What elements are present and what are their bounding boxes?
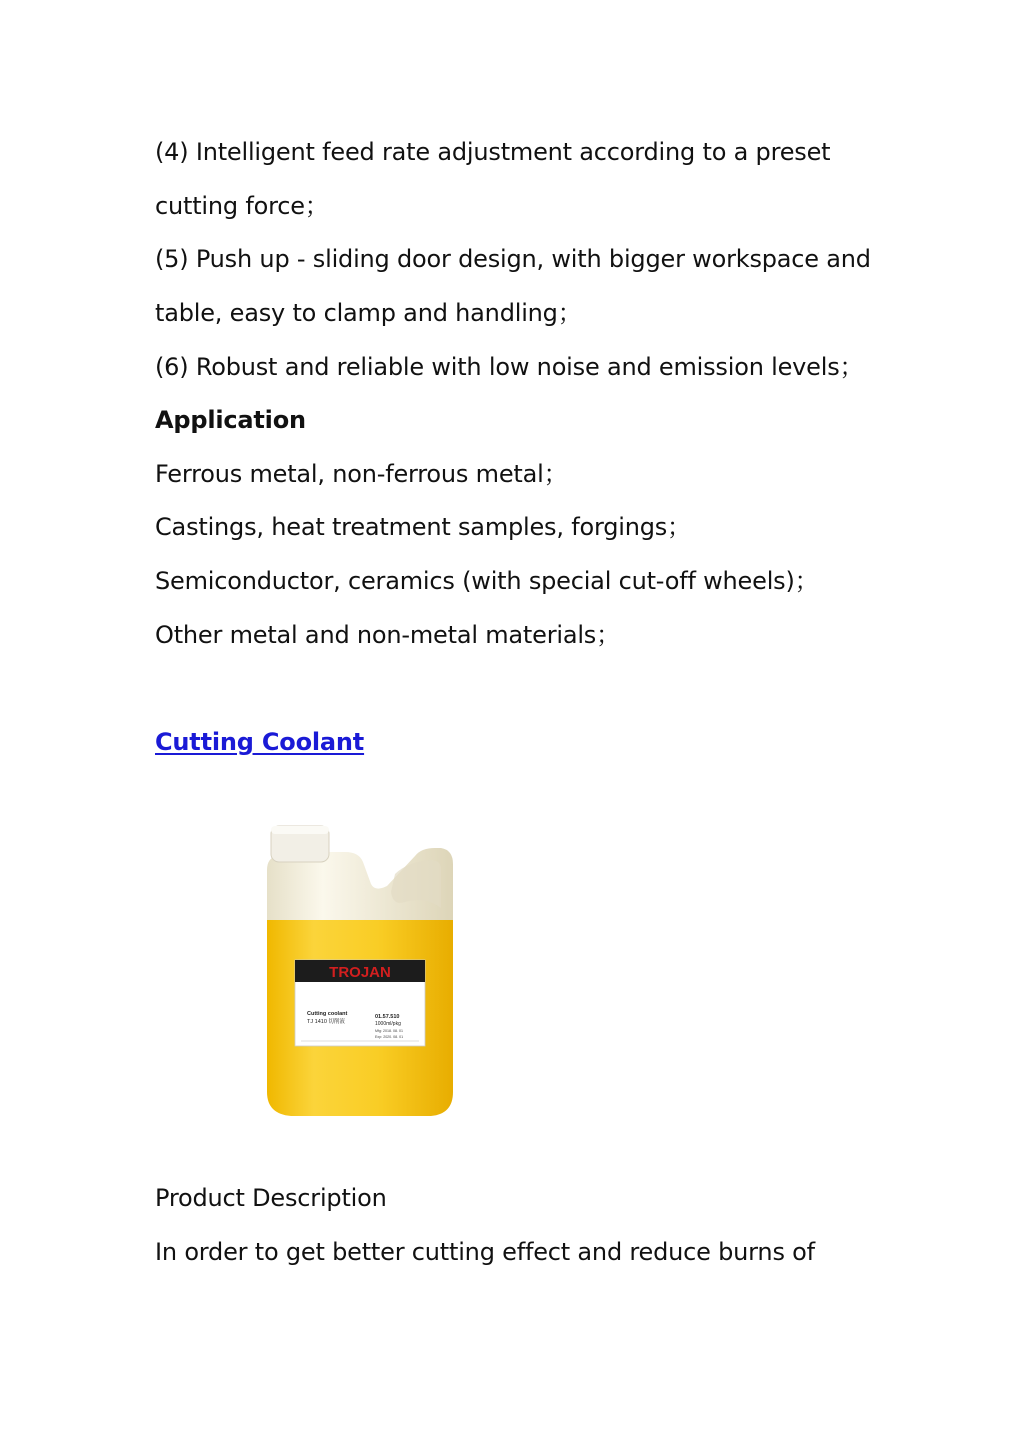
application-heading: Application: [155, 406, 306, 434]
label-number-text: 01.57.510: [375, 1014, 400, 1020]
label-brand-text: TROJAN: [329, 964, 391, 981]
label-volume-text: 1000ml/pkg: [375, 1021, 401, 1027]
label-name-text: Cutting coolant: [307, 1011, 348, 1017]
coolant-bottle-image: [255, 822, 465, 1122]
description-title: Product Description: [155, 1184, 387, 1212]
feature-line-6: (6) Robust and reliable with low noise and emission levels；: [155, 353, 864, 381]
application-item: Castings, heat treatment samples, forgings；: [155, 513, 691, 541]
label-exp-text: Exp: 2020. 08. 01: [375, 1035, 404, 1039]
cutting-coolant-link[interactable]: Cutting Coolant: [155, 728, 365, 756]
description-text: In order to get better cutting effect and reduce burns of: [155, 1238, 815, 1266]
application-item: Semiconductor, ceramics (with special cut-off wheels)；: [155, 567, 819, 595]
application-item: Other metal and non-metal materials；: [155, 621, 620, 649]
feature-line-4-cont: cutting force；: [155, 192, 329, 220]
label-code-text: TJ 1410 切削液: [307, 1019, 345, 1025]
feature-line-5: (5) Push up - sliding door design, with bigger workspace and: [155, 245, 871, 273]
feature-line-5-cont: table, easy to clamp and handling；: [155, 299, 582, 327]
label-mfg-text: Mfg: 2018. 08. 01: [375, 1029, 403, 1033]
feature-line-4: (4) Intelligent feed rate adjustment according to a preset: [155, 138, 831, 166]
application-item: Ferrous metal, non-ferrous metal；: [155, 460, 568, 488]
